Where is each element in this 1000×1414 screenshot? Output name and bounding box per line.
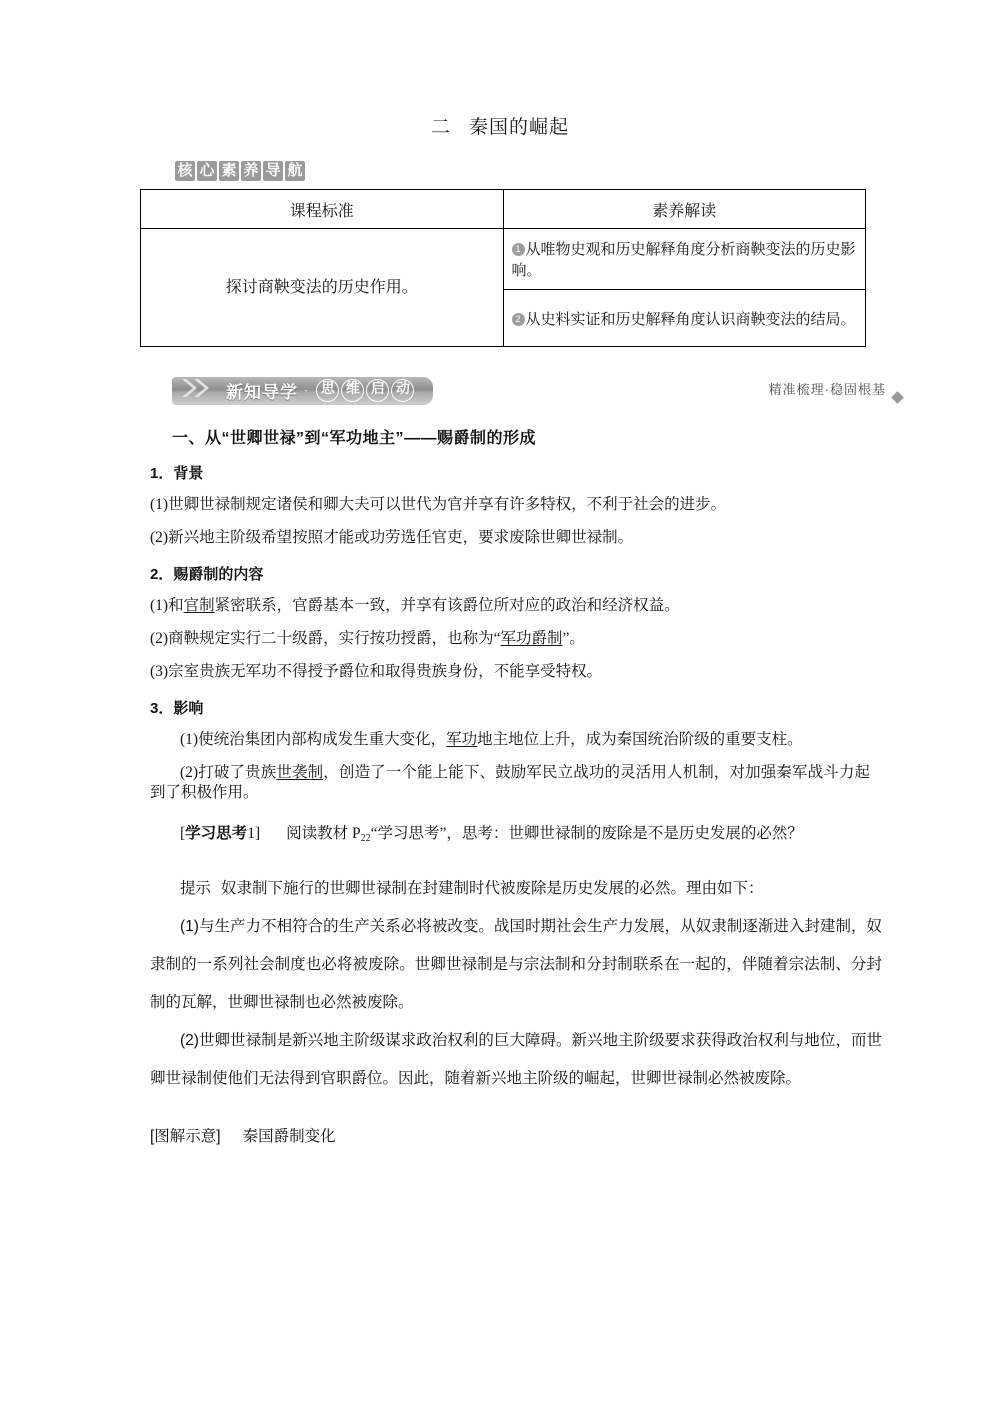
badge-char: 导 (263, 161, 283, 181)
body-paragraph (0, 528, 1000, 549)
course-standard-cell: 探讨商鞅变法的历史作用。 (141, 229, 504, 347)
hint-item (0, 1022, 1000, 1098)
table-header-cell: 素养解读 (503, 190, 866, 229)
item-text-pre: 打破了贵族 (198, 763, 277, 781)
badge-char: 心 (197, 161, 217, 181)
banner-pill (172, 377, 433, 405)
item-label: (1) (180, 917, 199, 935)
circled-number-icon: 2 (512, 313, 525, 326)
page-subscript: 22 (360, 833, 371, 845)
body-paragraph (0, 596, 1000, 617)
item-label: (1) (150, 596, 169, 614)
table-header-cell: 课程标准 (141, 190, 504, 229)
item-text-post: ”。 (562, 629, 585, 647)
study-thinking-number: 1 (247, 825, 255, 843)
page-title (0, 0, 1000, 139)
item-text: 世卿世禄制是新兴地主阶级谋求政治权利的巨大障碍。新兴地主阶级要求获得政治权利与地位，而世卿世禄制使他们无法得到官职爵位。因此，随着新兴地主阶级的崛起，世卿世禄制必然被废除。 (150, 1031, 882, 1087)
hint-item (0, 908, 1000, 1022)
body-paragraph (0, 730, 1000, 751)
banner-ring-char: 启 (366, 379, 389, 402)
item-text: 宗室贵族无军功不得授予爵位和取得贵族身份，不能享受特权。 (168, 662, 603, 680)
banner-separator: · (304, 382, 309, 398)
item-label: (2) (150, 528, 169, 546)
section-heading: 一、从“世卿世禄”到“军功地主”——赐爵制的形成 (172, 430, 537, 447)
bracket-open: [ (180, 825, 186, 843)
item-label: (3) (150, 662, 169, 680)
page-title-text: 秦国的崛起 (469, 117, 570, 138)
bracket-close: ] (254, 825, 261, 843)
table-row (141, 229, 866, 290)
banner-ring-char: 动 (391, 379, 414, 402)
diamond-icon (891, 391, 904, 404)
literacy-text: 从唯物史观和历史解释角度分析商鞅变法的历史影响。 (511, 241, 856, 279)
study-thinking-question (0, 820, 1000, 848)
study-thinking-body-pre: 阅读教材 P (286, 825, 361, 843)
hint-label: 提示 (180, 879, 212, 897)
standards-table (140, 189, 866, 347)
literacy-cell (503, 229, 866, 290)
item-label: (2) (150, 629, 169, 647)
group-title: 1．背景 (150, 465, 204, 482)
section-banner (172, 377, 900, 407)
table-header-row (141, 190, 866, 229)
literacy-text: 从史料实证和历史解释角度认识商鞅变法的结局。 (525, 310, 856, 328)
hint-lead-text: 奴隶制下施行的世卿世禄制在封建制时代被废除是历史发展的必然。理由如下： (221, 879, 764, 897)
double-chevron-icon (180, 377, 214, 404)
item-text-pre: 和 (168, 596, 184, 614)
circled-number-icon: 1 (512, 243, 525, 256)
item-text-post: ，创造了一个能上能下、鼓励军民立战功的灵活用人机制，对加强秦军战斗力起到了积极作用。 (150, 763, 870, 802)
item-label: (1) (150, 496, 169, 513)
item-text-post: 地主地位上升，成为秦国统治阶级的重要支柱。 (477, 730, 803, 748)
hint-lead (0, 870, 1000, 908)
figure-note (0, 1124, 1000, 1146)
item-text: 与生产力不相符合的生产关系必将被改变。战国时期社会生产力发展，从奴隶制逐渐进入封建制，奴隶制的一系列社会制度也必将被废除。世卿世禄制是与宗法制和分封制联系在一起的，伴随着宗法制、分封制的瓦解，世卿世禄制也必然被废除。 (150, 917, 882, 1011)
item-text-pre: 使统治集团内部构成发生重大变化， (198, 730, 447, 748)
page-title-number: 二 (430, 117, 451, 138)
badge-char: 养 (241, 161, 261, 181)
item-label: (2) (180, 1031, 199, 1049)
badge-char: 核 (175, 161, 195, 181)
keyword-underline: 军功爵制 (500, 629, 563, 647)
item-text-post: 紧密联系，官爵基本一致，并享有该爵位所对应的政治和经济权益。 (214, 596, 680, 614)
keyword-underline: 世袭制 (276, 763, 324, 781)
hint-block (0, 870, 1000, 1098)
item-text-pre: 商鞅规定实行二十级爵，实行按功授爵，也称为“ (168, 629, 501, 647)
item-text: 世卿世禄制规定诸侯和卿大夫可以世代为官并享有许多特权，不利于社会的进步。 (168, 496, 727, 513)
study-thinking-body-post: “学习思考”，思考：世卿世禄制的废除是不是历史发展的必然？ (370, 825, 803, 843)
literacy-cell (503, 290, 866, 347)
group-title: 2．赐爵制的内容 (150, 565, 264, 583)
study-thinking-label: 学习思考 (185, 825, 248, 843)
banner-ring-char: 维 (341, 379, 364, 402)
body-paragraph (0, 629, 1000, 650)
figure-note-text: 秦国爵制变化 (242, 1127, 336, 1145)
banner-ring-char: 思 (316, 379, 339, 402)
badge-char: 素 (219, 161, 239, 181)
item-label: (2) (180, 763, 199, 781)
body-paragraph (0, 763, 1000, 805)
banner-right-text: 精准梳理·稳固根基 (768, 382, 886, 397)
body-paragraph (0, 662, 1000, 683)
keyword-underline: 官制 (183, 596, 215, 614)
group-title: 3．影响 (150, 699, 204, 717)
badge-char: 航 (285, 161, 305, 181)
item-label: (1) (180, 730, 199, 748)
item-text: 新兴地主阶级希望按照才能或功劳选任官吏，要求废除世卿世禄制。 (168, 528, 634, 546)
body-paragraph (0, 495, 1000, 516)
keyword-underline: 军功 (446, 730, 478, 748)
figure-note-tag: [图解示意] (150, 1127, 221, 1145)
core-literacy-badge (0, 161, 1000, 181)
banner-lead-text: 新知导学 (226, 383, 298, 402)
